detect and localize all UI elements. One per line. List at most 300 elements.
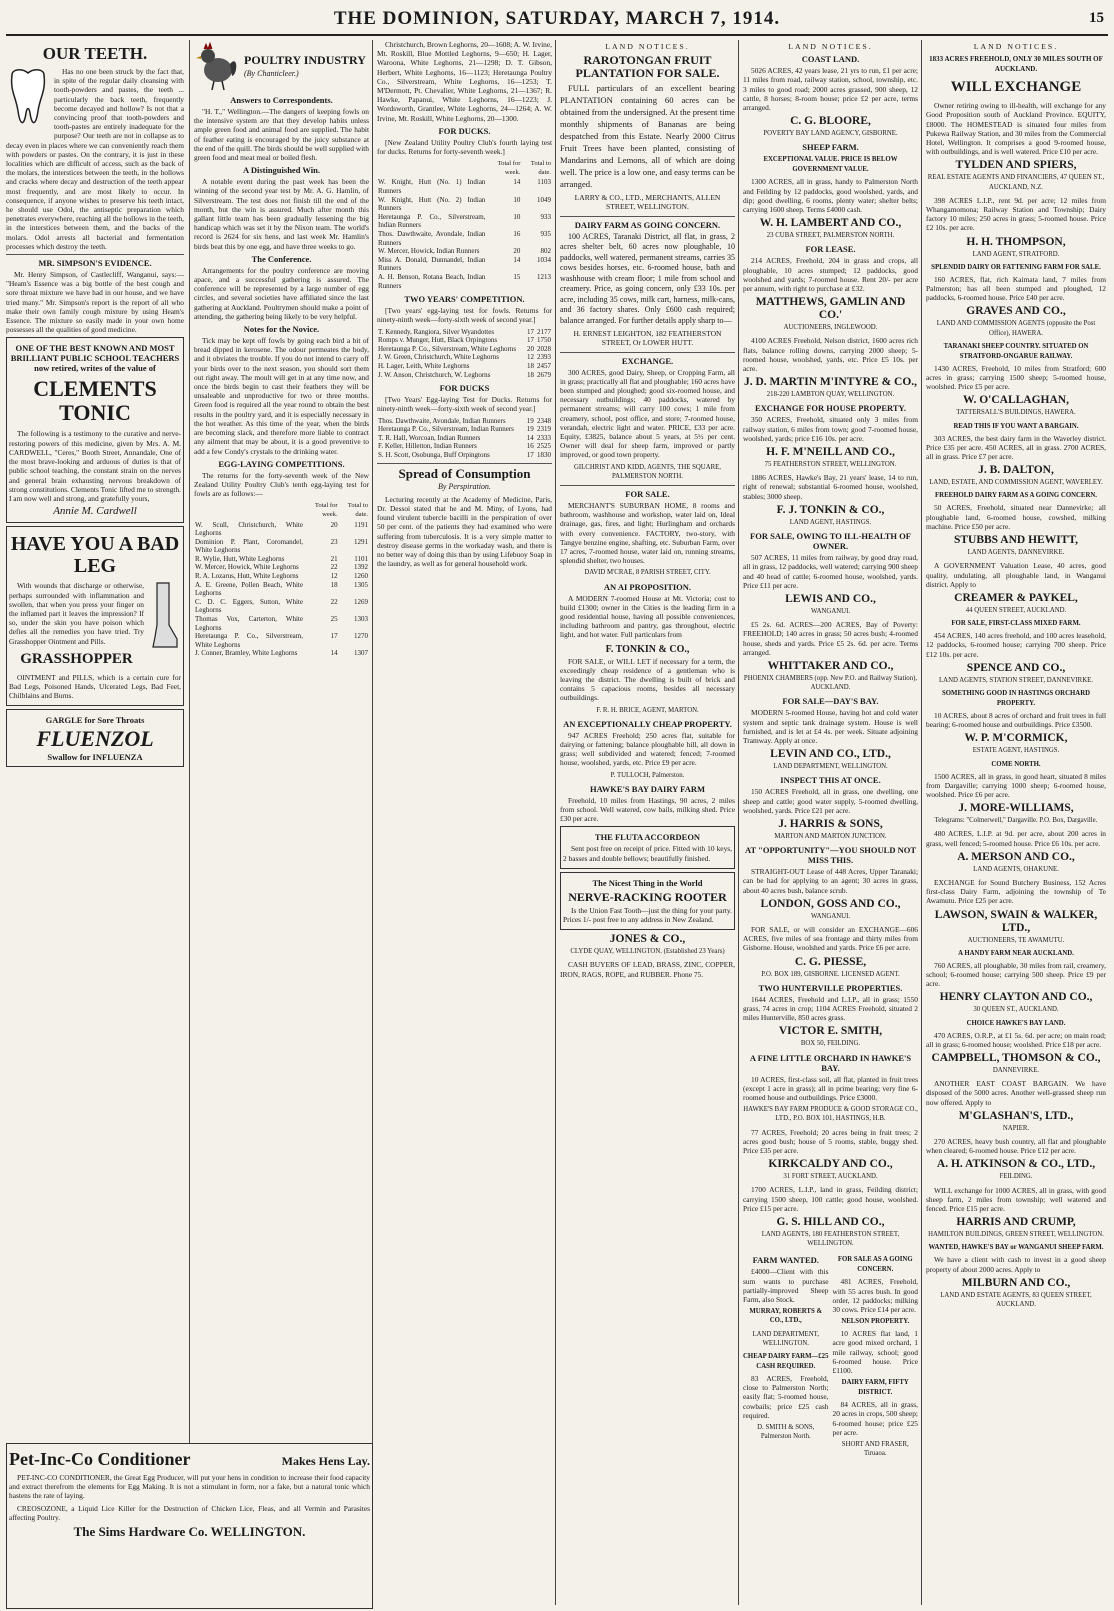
tonkin-firm: F. J. TONKIN & CO., [776, 503, 885, 516]
jones-firm: JONES & CO., [609, 933, 686, 946]
entrant-cell: W. Knight, Hutt (No. 1) Indian Runners [378, 178, 486, 196]
week-total-cell: 22 [330, 563, 338, 572]
petinc-headline: Pet-Inc-Co Conditioner [9, 1449, 191, 1469]
table-header-cell: Total for week. [314, 502, 338, 518]
fluta-body: Sent post free on receipt of price. Fitted with 10 keys, 2 basses and double bellows; beautifully finished. [563, 844, 732, 863]
two-years-table [377, 328, 552, 380]
lease-headline: FOR LEASE. [805, 244, 856, 255]
land-notices-label: LAND NOTICES. [605, 42, 690, 51]
clayton-body: 760 ACRES, all ploughable, 30 miles from rail, creamery, school; 6-roomed house; carrying 500 sheep. Price £9 per acre. [926, 960, 1106, 989]
graves-address: LAND AND COMMISSION AGENTS (opposite the Post Office), HAWERA. [936, 320, 1096, 337]
grasshopper-name: GRASSHOPPER [20, 650, 133, 667]
rarotongan-headline: RAROTONGAN FRUIT PLANTATION FOR SALE. [575, 53, 720, 81]
table-header-cell [377, 159, 486, 178]
clayton-address: 30 QUEEN ST., AUCKLAND. [973, 1006, 1059, 1014]
date-total-cell: 1260 [354, 572, 368, 581]
table-row [377, 213, 552, 230]
petinc-header [9, 1446, 370, 1473]
mc-firm: W. P. M'CORMICK, [964, 732, 1068, 745]
lawson-body: EXCHANGE for Sound Butchery Business, 152 Acres first-class Dairy Farm, adjoining the township of Te Awamutu. Price £25 per acre. [926, 877, 1106, 906]
table-row [377, 178, 552, 195]
two-years-body: [Two years' egg-laying test for fowls. Returns for ninety-ninth week—forty-sixth week of second year.] [377, 306, 552, 325]
dairy2-headline: HAWKE'S BAY DAIRY FARM [589, 783, 705, 794]
tooth-illustration [6, 67, 50, 131]
wanted-block [743, 1252, 829, 1462]
week-total-cell: 14 [513, 255, 521, 264]
leg-illustration [147, 581, 181, 651]
column-poultry-b [377, 40, 552, 1605]
exchange-headline: EXCHANGE. [621, 355, 674, 366]
sims-firm: The Sims Hardware Co. WELLINGTON. [73, 1524, 306, 1540]
entrant-cell: W. Knight, Hutt (No. 2) Indian Runners [378, 195, 486, 213]
column-rule [738, 40, 739, 1605]
entrant-cell: W. Scull, Christchurch, White Leghorns [195, 520, 303, 538]
date-total-cell: 2457 [537, 361, 551, 370]
oc-firm: W. O'CALLAGHAN, [963, 394, 1069, 407]
illhealth-headline: FOR SALE, OWING TO ILL-HEALTH OF OWNER. [750, 531, 911, 552]
crump-body: WILL exchange for 1000 ACRES, all in grass, with good sheep farm, 2 miles from township; well watered and fenced. Price £15 per acre. [926, 1185, 1106, 1214]
entrant-cell: Thos. Dawthwaite, Avondale, Indian Runners [378, 229, 486, 247]
date-total-cell: 1103 [537, 178, 551, 187]
apptl-body: 947 ACRES Freehold; 250 acres flat, suitable for dairying or fattening; balance ploughable hill, all down in grass; well subdivided and watered; fenced; 7-roomed house, woolshed, yards, etc. Price £9 per acre. [560, 730, 735, 768]
campbell-firm: CAMPBELL, THOMSON & CO., [931, 1051, 1101, 1064]
hb-body: 10 ACRES, first-class soil, all flat, planted in fruit trees (except 1 acre in grass); all in prime bearing; very fine 6-roomed house and outbuildings. Price £3000. [743, 1074, 918, 1102]
table-row [194, 572, 369, 581]
date-total-cell: 2028 [537, 344, 551, 353]
milburn-firm: MILBURN AND CO., [961, 1276, 1071, 1289]
proposition-headline: AN AI PROPOSITION. [603, 581, 692, 592]
week-total-cell: 14 [526, 433, 534, 442]
poultry-byline: (By Chanticleer.) [244, 68, 299, 78]
column-rule [921, 40, 922, 1605]
fluenzol-name: FLUENZOL [36, 726, 154, 752]
week-total-cell: 16 [513, 229, 521, 238]
week-total-cell: 16 [526, 442, 534, 451]
milburn-address: LAND AND ESTATE AGENTS, 83 QUEEN STREET, AUCKLAND. [940, 1291, 1092, 1309]
divider [560, 352, 735, 353]
week-total-cell: 17 [527, 336, 535, 345]
illhealth-body: 507 ACRES, 11 miles from railway, by good dray road, all in grass, 12 paddocks, well watered; carrying 900 sheep and 40 head of cattle; 6-roomed house, woolshed, yards. Price £11 per acre. [743, 553, 918, 590]
clayton-firm: HENRY CLAYTON AND CO., [939, 991, 1093, 1004]
divider [560, 216, 735, 217]
tylden-firm: TYLDEN AND SPIERS, [955, 159, 1077, 172]
thompson-firm: H. H. THOMPSON, [966, 235, 1066, 248]
exchange-body: 300 ACRES, good Dairy, Sheep, or Cropping Farm, all in grass; practically all flat and ploughable; 160 acres have been stumped and ploughed; good six-roomed house, and necessary outbuildings; 40 paddocks, watered by permanent streams; will carry 100 cows; 1 mile from creamery, school, post office, and store; 7-roomed house, verandah, electric light and water. PRICE, £33 per acre. Equity, £3825, balance about 5 years, at 5½ per cent. Owner will deal for sheep farm, improved or partly improved, or good town property. [560, 367, 735, 460]
table-row [194, 581, 369, 598]
table-row [377, 353, 552, 362]
piesse-firm: C. G. PIESSE, [794, 955, 867, 968]
wanted-row [743, 1252, 918, 1462]
divider [377, 463, 552, 464]
table-header-cell: Total to date. [530, 160, 551, 176]
divider [560, 485, 735, 486]
teeth-body: Has no one been struck by the fact that, in spite of the regular daily cleansing with tooth-powders and pastes, the teeth ... particularly the back teeth, frequently become decayed and hollow? Is not that a convincing proof that tooth-powders and tooth-pastes are entirely inadequate for the purpose? Our teeth are not in collapse as to decay even in places where we can conveniently reach them with powders or pastes. On the contrary, it is just in these localities which are difficult of access, such as the back of the molars, the interstices between the teeth, in the hollows and cracks where decay and destruction of the teeth appear most frequently, and are most likely to occur. In consequence, if anyone wishes to preserve his teeth intact, he should use Odol, the antiseptic preparation which penetrates everywhere, reaching all the hollows in the teeth, in the interstices between them, and the backs of the molars. Odol arrests all bacterial and fermentation processes which destroy the teeth. [6, 67, 184, 251]
simpson-body: Mr. Henry Simpson, of Castlecliff, Wanganui, says:— "Heam's Essence was a big bottle of the best cough and sore throat mixture we have had in our house, and we have tried many." Mr. Simpson's report is the report of all who make their own family cough mixture by using Heam's Essence. The mixture so easily made in your own home possesses all the qualities of good medicine. [6, 270, 184, 335]
table-row [377, 273, 552, 290]
table-row [377, 451, 552, 460]
mc-body: 10 ACRES, about 8 acres of orchard and fruit trees in full bearing; 6-roomed house and outbuildings. Price £3500. [926, 710, 1106, 730]
table-header-cell: Total for week. [497, 160, 521, 176]
column-poultry-a [194, 40, 369, 1605]
week-total-cell: 20 [330, 520, 338, 529]
levin-firm: LEVIN AND CO., LTD., [770, 748, 891, 761]
exchange-body: Owner retiring owing to ill-health, will exchange for any Good Proposition south of Auckland Province. EQUITY, £8000. The HOMESTEAD is situated four miles from Pukewa Railway Station, and 30 miles from the Commercial Hotel, Wellington. It comprises a good 9-roomed house, with outbuildings, and is well watered. Price £10 per acre. [926, 101, 1106, 157]
table-row [377, 442, 552, 451]
week-total-cell: 10 [513, 195, 521, 204]
forsale-body: MERCHANT'S SUBURBAN HOME, 8 rooms and bathroom, washhouse and workshop, water laid on, Ideal drainage, gas, fires, and light; Hurlingham and orchards with every convenience. FACTORY, two-story, with Tangye benzine engine, shafting, etc. Suburban Farm, over 17 acres, 7-roomed house, water laid on, running streams, splendid shelter, two houses. [560, 500, 735, 566]
dalton-headline: READ THIS IF YOU WANT A BARGAIN. [953, 422, 1079, 430]
lawson-address: AUCTIONEERS, TE AWAMUTU. [967, 936, 1065, 944]
will-exchange-headline: WILL EXCHANGE [950, 79, 1082, 96]
week-total-cell: 20 [527, 344, 535, 353]
two-years-rows [377, 328, 552, 380]
dalton-address: LAND, ESTATE, AND COMMISSION AGENT, WAVERLEY. [929, 479, 1103, 487]
martin-body: 4100 ACRES Freehold, Nelson district, 1600 acres rich flats, balance rolling downs, carrying 2000 sheep; 5-roomed house, woolshed, yards, etc. Price £5 10s. per acre. [743, 336, 918, 374]
week-total-cell: 23 [330, 537, 338, 546]
badleg-body: With wounds that discharge or otherwise, perhaps surrounded with inflammation and swollen, that when you press your finger on the inflamed part it leaves the impression? If so, under the skin you have poison which defies all the remedies you have tried. Try Grasshopper Ointment and Pills. [9, 581, 144, 646]
date-total-cell: 2348 [537, 416, 551, 425]
paykel-firm: CREAMER & PAYKEL, [954, 591, 1078, 604]
spread-sub: By Perspiration. [438, 482, 491, 492]
table-row [377, 345, 552, 354]
entrant-cell: A. H. Benson, Rotana Beach, Indian Runners [378, 272, 486, 290]
entrant-cell: F. Keller, Hilletton, Indian Runners [378, 442, 477, 451]
oc-headline: TARANAKI SHEEP COUNTRY. SITUATED ON STRATFORD-ONGARUE RAILWAY. [943, 342, 1089, 360]
table-header-row [194, 501, 369, 520]
days-body: MODERN 5-roomed House, having hot and cold water system and septic tank drainage system. House is well furnished, and is let at £4 4s. per week. Situate adjoining Tramway. Apply at once. [743, 708, 918, 745]
petinc-body: PET-INC-CO CONDITIONER, the Great Egg Producer, will put your hens in condition to increase their food capacity and extract therefrom the elements for Egg Making. It is not a stimulant in form, nor a fake, but a natural tonic which hastens the rate of laying. [9, 1473, 370, 1501]
clements-advert [6, 337, 184, 523]
ratepayer-body: FOR SALE, or WILL LET if necessary for a term, the exceedingly cheap residence of a gentleman who is leaving the district. The dwelling is built of brick and contains 5 capacious rooms, besides all necessary outbuildings. [560, 656, 735, 703]
entrant-cell: A. E. Greene, Pollen Beach, White Leghorns [195, 580, 303, 598]
entrant-cell: Thos. Dawthwaite, Avondale, Indian Runners [378, 416, 506, 425]
ducks2-rows [377, 417, 552, 460]
two-years-headline: TWO YEARS' COMPETITION. [404, 294, 525, 305]
grasshopper-sub: OINTMENT and PILLS, which is a certain cure for Bad Legs, Poisoned Hands, Ulcerated Legs, Bad Feet, Chilblains and Burns. [9, 672, 181, 701]
tylden-address: REAL ESTATE AGENTS AND FINANCIERS, 47 QUEEN ST., AUCKLAND, N.Z. [927, 174, 1105, 191]
table-row [194, 649, 369, 658]
going-headline: FOR SALE AS A GOING CONCERN. [837, 1256, 913, 1274]
more-firm: J. MORE-WILLIAMS, [958, 802, 1074, 815]
date-total-cell: 2319 [537, 425, 551, 434]
paykel-address: 44 QUEEN STREET, AUCKLAND. [965, 606, 1067, 614]
rooster-icon [194, 40, 240, 92]
tooth-icon [6, 67, 50, 131]
brice-firm: F. R. H. BRICE, AGENT, MARTON. [596, 706, 699, 714]
spread-body: Lecturing recently at the Academy of Medicine, Paris, Dr. Dessoi stated that he and M. Miny, of Lyons, had found virulent tubercle bacilli in the perspiration of over 50 per cent. of the patients they had examined who were suffering from tuberculosis. It is a very simple matter to destroy disease germs in the workaday wash, and there is no better way of doing this than by using Lifebuoy Soap in the laundry, as well as for general household work. [377, 494, 552, 569]
smith2-firm: D. SMITH & SONS, Palmerston North. [757, 1424, 815, 1441]
week-total-cell: 17 [527, 327, 535, 336]
stubbs-body: 50 ACRES, Freehold, situated near Dannevirke; all ploughable land, 6-roomed house, cowshed, milking machine. Price £50 per acre. [926, 503, 1106, 531]
table-row [377, 196, 552, 213]
table-row [194, 521, 369, 538]
table-row [377, 336, 552, 345]
table-row [377, 434, 552, 443]
lewis-firm: LEWIS AND CO., [785, 592, 876, 605]
bloore-firm: C. G. BLOORE, [790, 115, 871, 128]
ducks2-headline: FOR DUCKS [439, 383, 490, 394]
mglashan-firm: M'GLASHAN'S, LTD., [958, 1109, 1074, 1122]
lambert-address: 23 CUBA STREET, PALMERSTON NORTH. [766, 232, 895, 240]
martin-address: 218-220 LAMBTON QUAY, WELLINGTON. [766, 391, 895, 399]
answers-headline: Answers to Correspondents. [230, 95, 333, 105]
martin-firm: J. D. MARTIN M'INTYRE & CO., [743, 376, 918, 389]
spread-headline: Spread of Consumption [398, 466, 531, 482]
column-advertisements [6, 40, 184, 1605]
clayton-headline: A HANDY FARM NEAR AUCKLAND. [958, 949, 1074, 957]
masthead [6, 4, 1108, 36]
gargle-text: GARGLE for Sore Throats [45, 715, 145, 726]
crump-address: HAMILTON BUILDINGS, GREEN STREET, WELLINGTON. [928, 1231, 1104, 1239]
tonkin-body: 1886 ACRES, Hawke's Bay, 21 years' lease, 14 to run, right of renewal; substantial 6-roomed house, woolshed, stables; 3000 sheep. [743, 473, 918, 501]
column-land-notices-b [743, 40, 918, 1605]
table-row [377, 230, 552, 247]
teeth-headline: OUR TEETH. [42, 44, 148, 63]
proposition-body: A MODERN 7-roomed House at Mt. Victoria; cost to build £1300; owner in the Cities is the leading firm in a good residential house, having all possible conveniences, including bathroom and pantry, gas throughout, electric light, and hot water. Full particulars from [560, 593, 735, 640]
graves-headline: SPLENDID DAIRY OR FATTENING FARM FOR SALE. [931, 263, 1101, 271]
week-total-cell: 18 [330, 580, 338, 589]
kirk-firm: KIRKCALDY AND CO., [768, 1158, 893, 1171]
land-notices-label: LAND NOTICES. [788, 42, 873, 51]
date-total-cell: 1305 [354, 580, 368, 589]
date-total-cell: 2525 [537, 442, 551, 451]
week-total-cell: 14 [513, 178, 521, 187]
table-row [194, 615, 369, 632]
entrant-cell: C. D. C. Eggers, Sutton, White Leghorns [195, 597, 303, 615]
whitaker-address: PHOENIX CHAMBERS (opp. New P.O. and Railway Station), AUCKLAND. [743, 674, 918, 692]
spence-firm: SPENCE AND CO., [966, 661, 1066, 674]
table-row [377, 362, 552, 371]
nerve-headline: The Nicest Thing in the World [592, 877, 703, 888]
date-total-cell: 1291 [354, 537, 368, 546]
table-header-cell: Total to date. [347, 502, 368, 518]
whitaker-body: £5 2s. 6d. ACRES—200 ACRES, Bay of Poverty: FREEHOLD; 140 acres in grass; 50 acres bush; 4-roomed house, sheds and yards. Price £5 2s. 6d. per acre. Terms arranged. [743, 620, 918, 657]
columns [6, 40, 1108, 1605]
conference-body: Arrangements for the poultry conference are moving apace, and a successful gathering is assured. The conference will be represented by a large number of egg circles, and several societies have affiliated since the last gathering at Auckland. Poultrymen should make a point of attending, the gathering being likely to be very helpful. [194, 265, 369, 321]
atkinson-address: FEILDING. [999, 1173, 1033, 1181]
campbell-body: 470 ACRES, O.R.P., at £1 5s. 6d. per acre; on main road; all in grass; 6-roomed house; woolshed. Price £18 per acre. [926, 1030, 1106, 1049]
matthews-address: AUCTIONEERS, INGLEWOOD. [783, 324, 878, 332]
clements-box-headline: ONE OF THE BEST KNOWN AND MOST BRILLIANT PUBLIC SCHOOL TEACHERS now retired, writes of the value of [10, 343, 180, 374]
week-total-cell: 10 [513, 212, 521, 221]
mneill-address: 75 FEATHERSTON STREET, WELLINGTON. [764, 461, 897, 469]
apptl-headline: AN EXCEPTIONALLY CHEAP PROPERTY. [563, 718, 732, 729]
campbell-headline: CHOICE HAWKE'S BAY LAND. [966, 1019, 1066, 1027]
hill-body: 1700 ACRES, L.I.P., land in grass, Feilding district; carrying 1500 sheep, 100 cattle; good house, woolshed. Price £15 per acre. [743, 1185, 918, 1213]
date-total-cell: 933 [540, 212, 551, 221]
table-row [194, 555, 369, 564]
kirk-address: 31 FORT STREET, AUCKLAND. [783, 1173, 878, 1181]
nelson-headline: NELSON PROPERTY. [841, 1318, 910, 1326]
feilding-body: 1644 ACRES, Freehold and L.I.P., all in grass; 1550 grass, 74 acres in crop; 1104 ACRES Freehold, situated 2 miles Hunterville, 850 acres grass. [743, 994, 918, 1023]
week-total-cell: 18 [527, 361, 535, 370]
smith-address: BOX 50, FEILDING. [800, 1040, 861, 1048]
entrant-cell: T. Kennedy, Rangiora, Silver Wyandottes [378, 327, 495, 336]
mcrae-firm: DAVID M'CRAE, 8 PARISH STREET, CITY. [584, 569, 711, 577]
ducks-table [377, 159, 552, 290]
fluta-advert [560, 826, 735, 868]
date-total-cell: 1191 [354, 520, 368, 529]
paykel-body: A GOVERNMENT Valuation Lease, 40 acres, good quality, undulating, all ploughable land, in Wanganui district. Apply to [926, 561, 1106, 589]
date-total-cell: 1213 [537, 272, 551, 281]
entrant-cell: Thomas Vox, Carterton, White Leghorns [195, 615, 303, 632]
mc-headline: SOMETHING GOOD IN HASTINGS ORCHARD PROPERTY. [941, 689, 1091, 707]
short-firm: SHORT AND FRASER, Tiruaoa. [841, 1441, 909, 1458]
whitaker-firm: WHITTAKER AND CO., [767, 659, 894, 672]
table-header-row [377, 159, 552, 178]
coast-body: 5026 ACRES, 42 years lease, 21 yrs to run, £1 per acre; 11 miles from road, railway station, school, township, etc. 3 miles to good road; 2000 acres grassed, 900 sheep, 12 cattle, 8 horses; 8-room house; price £2 per acre, terms arranged. [743, 66, 918, 113]
egg-laying-body: The returns for the forty-seventh week of the New Zealand Utility Poultry Club's tenth egg-laying test for fowls are as follows:— [194, 470, 369, 499]
creosozone-body: CREOSOZONE, a Liquid Lice Killer for the Destruction of Chicken Lice, Fleas, and all Vermin and Parasites affecting Poultry. [9, 1503, 370, 1522]
badleg-advert [6, 526, 184, 706]
milburn-body: We have a client with cash to invest in a good sheep property of about 2000 acres. Apply to [926, 1255, 1106, 1274]
date-total-cell: 935 [540, 229, 551, 238]
days-headline: FOR SALE—DAY'S BAY. [782, 696, 879, 707]
week-total-cell: 17 [330, 632, 338, 641]
week-total-cell: 19 [526, 425, 534, 434]
hb-agency: HAWKE'S BAY FARM PRODUCE & GOOD STORAGE CO., LTD., P.O. BOX 101, HASTINGS, H.B. [743, 1106, 918, 1123]
table-row [377, 425, 552, 434]
inspect-body: 150 ACRES Freehold, all in grass, one dwelling, one sheep and cattle; good water supply, 5-roomed dwelling, woolshed, yards. Price £21 per acre. [743, 787, 918, 815]
levin-address: LAND DEPARTMENT, WELLINGTON. [773, 763, 888, 771]
dairy-headline: DAIRY FARM AS GOING CONCERN. [574, 219, 721, 230]
week-total-cell: 25 [330, 615, 338, 624]
date-total-cell: 1830 [537, 450, 551, 459]
goss-firm: LONDON, GOSS AND CO., [760, 897, 901, 910]
date-total-cell: 2177 [537, 327, 551, 336]
spence-body: 454 ACRES, 140 acres freehold, and 100 acres leasehold, 12 paddocks, 6-roomed house; carrying 700 sheep. Price £12 10s. per acre. [926, 631, 1106, 659]
table-row [377, 371, 552, 380]
going-body: 481 ACRES, Freehold, with 55 acres bush. In good order, 12 paddocks; milking 30 cows. Price £14 per acre. [832, 1277, 918, 1315]
clements-name: CLEMENTS TONIC [33, 376, 157, 426]
coast-headline: COAST LAND. [801, 54, 860, 65]
ducks-rows [377, 178, 552, 290]
entrant-cell: Heretaunga P. Co., Silverstream, White Leghorns [378, 344, 517, 353]
harris-firm: J. HARRIS & SONS, [778, 817, 883, 830]
egg-laying-headline: EGG-LAYING COMPETITIONS. [218, 458, 345, 469]
mglashan-body: ANOTHER EAST COAST BARGAIN. We have disposed of the 5000 acres. Another well-grassed sheep run now offered. Apply to [926, 1079, 1106, 1107]
leg-icon [147, 581, 181, 651]
dalton-firm: J. B. DALTON, [978, 464, 1054, 477]
cheap-headline: CHEAP DAIRY FARM—£25 CASH REQUIRED. [743, 1353, 829, 1371]
entrant-cell: S. H. Scott, Osobunga, Buff Orpingtons [378, 450, 490, 459]
wanted-headline: FARM WANTED. [752, 1255, 819, 1266]
dairy-body: 100 ACRES, Taranaki District, all flat, in grass, 2 acres shelter belt, 60 acres now ploughable, 10 paddocks, well watered, permanent streams, carries 35 cows besides horses, etc. 6-roomed house, bath and washhouse with cream floor; 1 mile from school and creamery. Price, as going concern, only £33 10s. per acre, including 35 cows, milk cart, harness, milk-cans, and 36 factory shares. Only £600 cash required; balance arranged. For further details apply sharp to— [560, 231, 735, 325]
entrant-cell: Dominion P. Plant, Coromandel, White Leghorns [195, 537, 303, 555]
ducks-headline: FOR DUCKS. [438, 125, 491, 136]
stubbs-address: LAND AGENTS, DANNEVIRKE. [967, 549, 1065, 557]
table-row [377, 256, 552, 273]
column-rule [372, 40, 373, 1605]
murray-address: LAND DEPARTMENT, WELLINGTON. [752, 1330, 819, 1347]
crump-firm: HARRIS AND CRUMP, [956, 1216, 1076, 1229]
graves-body: 160 ACRES, flat, rich Kaimata land, 7 miles from Palmerston; has all been stumped and ploughed, 12 paddocks, 6-roomed house. Price £40 per acre. [926, 274, 1106, 303]
going-block [833, 1252, 919, 1462]
clements-signature: Annie M. Cardwell [53, 505, 137, 518]
wanted-body: £4000—Client with this sum wants to purchase partially-improved Sheep Farm, also Stock. [743, 1267, 829, 1305]
bloore-address: POVERTY BAY LAND AGENCY, GISBORNE. [763, 130, 898, 138]
lease-body: 214 ACRES, Freehold, 204 in grass and crops, all ploughable, 10 acres stumped; 12 paddocks, good woolshed and yards; 7-roomed house. Rent 20/- per acre per annum, with right to purchase at £32. [743, 256, 918, 294]
gilchrist-firm: GILCHRIST AND KIDD, AGENTS, THE SQUARE, PALMERSTON NORTH. [573, 463, 722, 480]
simpson-headline: MR. SIMPSON'S EVIDENCE. [38, 258, 152, 269]
campbell-address: DANNEVIRKE. [992, 1066, 1040, 1074]
opportunity-headline: AT "OPPORTUNITY"—YOU SHOULD NOT MISS THIS. [744, 845, 917, 866]
entrant-cell: T. R. Hall, Worcoan, Indian Runners [378, 433, 481, 442]
piesse-address: P.O. BOX 189, GISBORNE. LICENSED AGENT. [761, 970, 900, 978]
entrant-cell: H. Lager, Leith, White Leghorns [378, 361, 470, 370]
herd-headline: DAIRY FARM, FIFTY DISTRICT. [841, 1379, 909, 1397]
nerve-title: NERVE-RACKING ROOTER [568, 889, 727, 904]
win-headline: A Distinguished Win. [243, 165, 320, 176]
win-body: A notable event during the past week has been the winning of the second year test by Mr. A. G. Hamlin, of Silverstream. The test does not finish till the end of the month, but the win is assured. Much after month this gallant little team has been gradually lessening the big handicap which was set it by the Nixon team. The world's record is 2624 for six hens, and last week Mr. Hamlin's birds beat this by one egg, and have three weeks to go. [194, 177, 369, 251]
week-total-cell: 12 [330, 572, 338, 581]
date-total-cell: 1049 [537, 195, 551, 204]
nerve-body: Is the Union Fast Tooth—just the thing for your party. Prices 1/- post free to any address in New Zealand. [563, 905, 732, 925]
entrant-cell: Heretaunga P. Co., Silverstream, White Leghorns [195, 632, 303, 649]
table-row [194, 632, 369, 649]
fluenzol-advert [6, 709, 184, 767]
atkinson-body: 270 ACRES, heavy bush country, all flat and ploughable when cleared; 6-roomed house. Price £12 per acre. [926, 1137, 1106, 1156]
date-total-cell: 1392 [354, 563, 368, 572]
cheap-body: 83 ACRES, Freehold, close to Palmerston North; easily flat; 5-roomed house, cowbails; price £25 cash required. [743, 1374, 829, 1420]
badleg-headline: HAVE YOU A BAD LEG [10, 533, 180, 578]
larry-firm: LARRY & CO., LTD., MERCHANTS, ALLEN STREET, WELLINGTON. [574, 193, 721, 212]
merson-firm: A. MERSON AND CO., [957, 850, 1075, 863]
week-total-cell: 12 [527, 353, 535, 362]
kirk-body: 77 ACRES, Freehold; 20 acres being in fruit trees; 2 acres good bush; house of 5 rooms, stable, buggy shed. Price £35 per acre. [743, 1127, 918, 1156]
exchange-pre: 1833 ACRES FREEHOLD, ONLY 30 MILES SOUTH OF AUCKLAND. [929, 55, 1103, 74]
entrant-cell: Heretaunga P. Co., Silverstream, Indian Runners [378, 425, 514, 434]
table-row [194, 538, 369, 555]
table-row [194, 563, 369, 572]
notes-body: Tick may be kept off fowls by going each bird a bit of bread dipped in kerosene. The odour permeates the body, and it obviates the trouble. If you do not intend to carry off your birds over to the next season, you should sort them out right away. The moult will get in at any time now, and once the birds begin to cast their feathers they will be unsaleable and unproductive for two or three months. Green food is required all the year round to obtain the best results in the poultry yard, and it is especially necessary in the hot weather. As this time of the year, when the birds are becoming slack, and therefore more liable to contract any ailment that may be about, it is a good preventive to add a few Condy's crystals to the drinking water. [194, 336, 369, 456]
entrant-cell: Miss A. Donald, Dunnandel, Indian Runners [378, 255, 486, 273]
date-total-cell: 1270 [354, 632, 368, 641]
date-total-cell: 1101 [354, 554, 368, 563]
oc-address: TATTERSALL'S BUILDINGS, HAWERA. [956, 409, 1076, 417]
more-headline: COME NORTH. [991, 760, 1041, 768]
thompson-body: 398 ACRES L.I.P., rent 9d. per acre; 12 miles from Whangamomona; Railway Station and Township; Dairy factory 10 miles; 250 acres in grass; 5-roomed house. Price £2 10s. per acre. [926, 195, 1106, 233]
clements-body: The following is a testimony to the curative and nerve-restoring powers of this medicine, given by Mrs. A. M. CARDWELL, "Ceres," Booth Street, Annandale, One of the most brave-looking and arduous of duties is that of public school teaching, the constant strain on the nerves and general brain exhausting nervous breakdown of strong constitutions. Clements Tonic lifted me to strength. I am now well and strong, and gratefully yours, [9, 429, 181, 503]
poultry-continued-body: Christchurch, Brown Leghorns, 20—1608; A. W. Irvine, Mt. Roskill, Blue Mottled Leghorns, 9—650; H. Lager, Waroona, White Leghorns, 21—1298; D. T. Gibson, Herbert, White Leghorns, 16—1123; Heretaunga Poultry Co., Silverstream, White Leghorns, 16—1253; T. M'Dermott, Pt. Chevalier, White Leghorns, 21—1367; R. Hawke, Papanui, White Leghorns, 16—1223; J. Wordsworth, Grantlee, White Leghorns, 24—1264; A. W. Irvine, Mt. Roskill, White Leghorns, 20—1300. [377, 40, 552, 123]
harris-address: MARTON AND MARTON JUNCTION. [774, 832, 887, 840]
week-total-cell: 21 [330, 554, 338, 563]
divider [6, 254, 184, 255]
entrant-cell: R. A. Lozarus, Hutt, White Leghorns [195, 572, 299, 581]
sheep-headline: SHEEP FARM. [802, 142, 859, 153]
tonkin-firm: F. TONKIN & CO., [605, 643, 690, 655]
smith-firm: VICTOR E. SMITH, [778, 1025, 883, 1038]
hill-address: LAND AGENTS, 180 FEATHERSTON STREET, WELLINGTON. [761, 1231, 900, 1248]
entrant-cell: J. Conner, Bramley, White Leghorns [195, 649, 298, 658]
week-total-cell: 20 [513, 247, 521, 256]
tulloch-firm: P. TULLOCH, Palmerston. [610, 771, 685, 779]
ducks2-table [377, 417, 552, 460]
merson-address: LAND AGENTS, OHAKUNE. [973, 865, 1059, 873]
inspect-headline: INSPECT THIS AT ONCE. [780, 775, 881, 786]
exch-headline: EXCHANGE FOR HOUSE PROPERTY. [755, 403, 906, 414]
dalton-body: 303 ACRES, the best dairy farm in the Waverley district. Price £35 per acre. 450 ACRES, all in grass. 2700 ACRES, all in grass. Price £7 per acre. [926, 433, 1106, 462]
entrant-cell: W. Mercer, Howick, Indian Runners [378, 247, 480, 256]
answers-body: "H. T.," Wellington.—The dangers of keeping fowls on the intensive system are that they develop habits unless ample green food and animal food are supplied. The habit of feather eating is encouraged by the juicy substance at the end of the quill. The birds should be well supplied with green food and meat meal or boiled flesh. [194, 107, 369, 163]
hill-firm: G. S. HILL AND CO., [776, 1216, 885, 1229]
mglashan-address: NAPIER. [1002, 1124, 1030, 1132]
oc-body: 1430 ACRES, Freehold, 10 miles from Stratford; 600 acres in grass; carrying 1500 sheep; 5-roomed house, woolshed. Price £5 per acre. [926, 363, 1106, 392]
petinc-advert [6, 1443, 373, 1609]
entrant-cell: R. Wylie, Hutt, White Leghorns [195, 554, 285, 563]
table-row [194, 598, 369, 615]
date-total-cell: 1303 [354, 615, 368, 624]
